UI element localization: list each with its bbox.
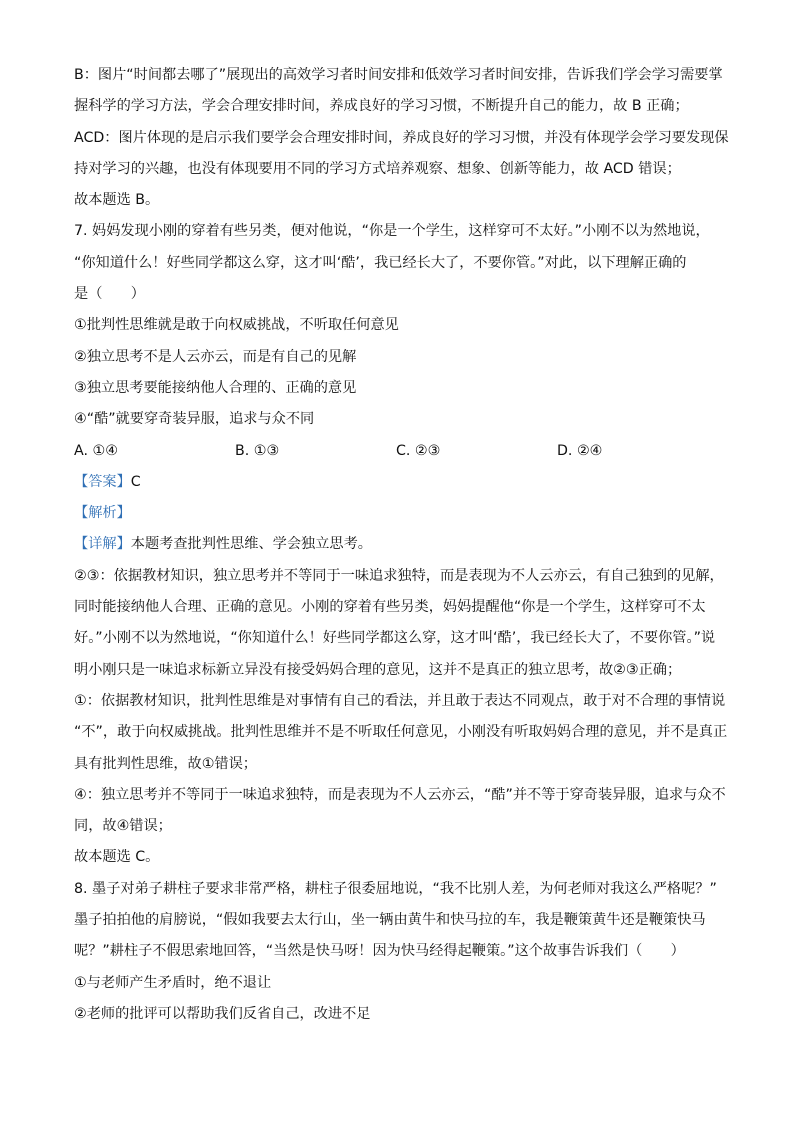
q7-p1-line2: “不”，敢于向权威挑战。批判性思维并不是不听取任何意见，小刚没有听取妈妈合理的意见，并不是真正 bbox=[74, 724, 728, 741]
q7-stem-line1: 7. 妈妈发现小刚的穿着有些另类，便对他说，“你是一个学生，这样穿可不太好。”小刚不以为然地说， bbox=[74, 223, 710, 240]
detail-tag: 【详解】 bbox=[74, 536, 131, 553]
q7-option-c: C. ②③ bbox=[396, 442, 441, 459]
detail-intro: 本题考查批判性思维、学会独立思考。 bbox=[130, 536, 372, 553]
q7-detail bbox=[74, 529, 734, 560]
q7-statement-2: ②独立思考不是人云亦云，而是有自己的见解 bbox=[74, 348, 357, 365]
q7-analysis-heading bbox=[74, 498, 734, 529]
q7-p4-line2: 同，故④错误； bbox=[74, 818, 172, 835]
q7-p23-line2: 同时能接纳他人合理、正确的意见。小刚的穿着有些另类，妈妈提醒他“你是一个学生，这样穿可不太 bbox=[74, 599, 706, 616]
q7-p1-line3: 具有批判性思维，故①错误； bbox=[74, 755, 257, 772]
q7-stem-line2: “你知道什么！好些同学都这么穿，这才叫‘酷’，我已经长大了，不要你管。”对此，以下理解正确的 bbox=[74, 254, 687, 271]
q7-p4-line1: ④：独立思考并不等同于一味追求独特，而是表现为不人云亦云，“酷”并不等于穿奇装异服，追求与众不 bbox=[74, 786, 726, 803]
q7-p23-line3: 好。”小刚不以为然地说，“你知道什么！好些同学都这么穿，这才叫‘酷’，我已经长大了，不要你管。”说 bbox=[74, 630, 716, 647]
q7-conclusion: 故本题选 C。 bbox=[74, 849, 160, 866]
q6-conclusion: 故本题选 B。 bbox=[74, 192, 160, 209]
q6-analysis-acd-line1: ACD：图片体现的是启示我们要学会合理安排时间，养成良好的学习习惯，并没有体现学会学习要发现保 bbox=[74, 129, 729, 146]
q8-stem-line2: 墨子拍拍他的肩膀说，“假如我要去太行山，坐一辆由黄牛和快马拉的车，我是鞭策黄牛还是鞭策快马 bbox=[74, 912, 706, 929]
q7-option-d: D. ②④ bbox=[557, 442, 603, 459]
q7-p23-line1: ②③：依据教材知识，独立思考并不等同于一味追求独特，而是表现为不人云亦云，有自己独到的见解， bbox=[74, 567, 724, 584]
q6-analysis-b-line1: B：图片“时间都去哪了”展现出的高效学习者时间安排和低效学习者时间安排，告诉我们学会学习需要掌 bbox=[74, 67, 723, 83]
answer-tag: 【答案】 bbox=[74, 473, 131, 490]
q8-stem-line1: 8. 墨子对弟子耕柱子要求非常严格，耕柱子很委屈地说，“我不比别人差，为何老师对我这么严格呢？” bbox=[74, 880, 717, 897]
q7-statement-1: ①批判性思维就是敢于向权威挑战，不听取任何意见 bbox=[74, 317, 399, 334]
q6-analysis-acd-line2: 持对学习的兴趣，也没有体现要用不同的学习方式培养观察、想象、创新等能力，故 ACD 错误； bbox=[74, 160, 681, 177]
q7-p23-line4: 明小刚只是一味追求标新立异没有接受妈妈合理的意见，这并不是真正的独立思考，故②③正确； bbox=[74, 661, 682, 678]
q7-statement-3: ③独立思考要能接纳他人合理的、正确的意见 bbox=[74, 379, 357, 396]
q7-options bbox=[74, 436, 734, 467]
q7-stem-line3: 是（ ） bbox=[74, 286, 145, 303]
q6-analysis-b-line2: 握科学的学习方法，学会合理安排时间，养成良好的学习习惯，不断提升自己的能力，故 B 正确； bbox=[74, 98, 689, 115]
analysis-tag: 【解析】 bbox=[74, 505, 131, 522]
answer-value: C bbox=[130, 473, 141, 490]
q7-option-b: B. ①③ bbox=[235, 442, 280, 459]
q8-stem-line3: 呢？”耕柱子不假思索地回答，“当然是快马呀！因为快马经得起鞭策。”这个故事告诉我们（ ） bbox=[74, 943, 685, 960]
q7-answer bbox=[74, 467, 734, 498]
q7-statement-4: ④“酷”就要穿奇装异服，追求与众不同 bbox=[74, 411, 315, 428]
q7-p1-line1: ①：依据教材知识，批判性思维是对事情有自己的看法，并且敢于表达不同观点，敢于对不合理的事情说 bbox=[74, 692, 726, 709]
q8-statement-2: ②老师的批评可以帮助我们反省自己，改进不足 bbox=[74, 1005, 371, 1022]
q8-statement-1: ①与老师产生矛盾时，绝不退让 bbox=[74, 974, 272, 991]
document-page bbox=[74, 60, 734, 1030]
q7-option-a: A. ①④ bbox=[74, 442, 118, 459]
